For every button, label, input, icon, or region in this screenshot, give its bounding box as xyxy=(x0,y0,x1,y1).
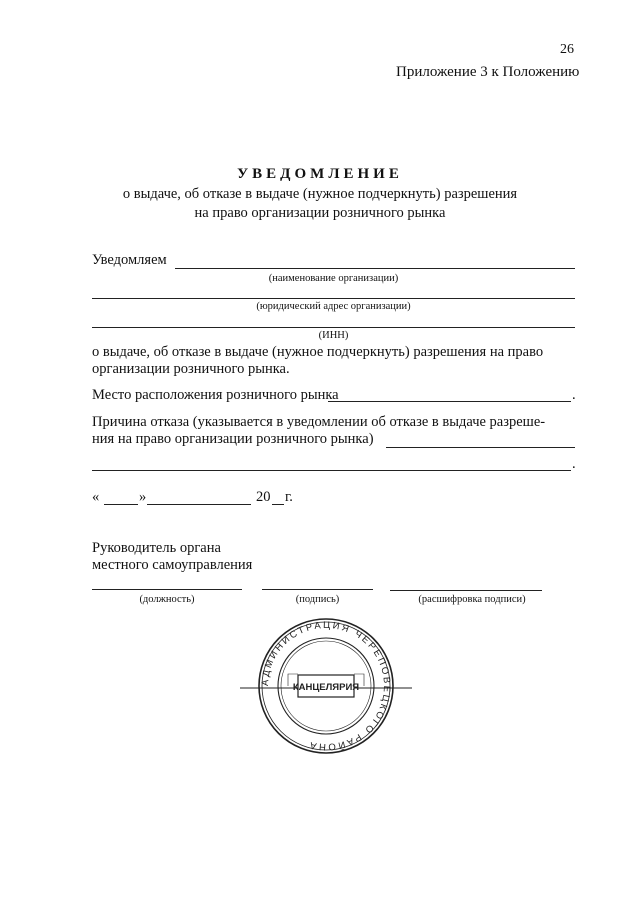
page-number: 26 xyxy=(560,42,574,57)
appendix-label: Приложение 3 к Положению xyxy=(396,64,580,80)
signer-line-2: местного самоуправления xyxy=(92,557,253,573)
date-year: 20 xyxy=(256,489,271,505)
date-close-quote: » xyxy=(139,489,147,505)
position-line xyxy=(92,589,242,590)
signer-line-1: Руководитель органа xyxy=(92,540,221,556)
official-stamp xyxy=(238,616,414,756)
reason-line-2: ния на право организации розничного рынка) xyxy=(92,431,374,447)
org-name-line xyxy=(175,268,575,269)
stamp-outer-text: АДМИНИСТРАЦИЯ ЧЕРЕПОВЕЦКОГО РАЙОНА xyxy=(259,619,393,753)
date-year-line xyxy=(272,504,284,505)
inn-caption: (ИНН) xyxy=(318,330,349,341)
org-name-caption: (наименование организации) xyxy=(268,273,399,284)
document-title: УВЕДОМЛЕНИЕ xyxy=(237,166,403,182)
subtitle-line-1: о выдаче, об отказе в выдаче (нужное подчеркнуть) разрешения xyxy=(122,186,518,202)
decoding-line xyxy=(390,590,542,591)
decoding-caption: (расшифровка подписи) xyxy=(418,594,526,605)
body-line-2: организации розничного рынка. xyxy=(92,361,290,377)
location-line xyxy=(328,401,571,402)
date-month-line xyxy=(147,504,251,505)
reason-line-1: Причина отказа (указывается в уведомлении об отказе в выдаче разреше- xyxy=(92,414,546,430)
notify-label: Уведомляем xyxy=(92,252,167,268)
signature-caption: (подпись) xyxy=(295,594,340,605)
date-day-line xyxy=(104,504,138,505)
date-year-suffix: г. xyxy=(285,489,293,505)
position-caption: (должность) xyxy=(139,594,195,605)
body-line-1: о выдаче, об отказе в выдаче (нужное подчеркнуть) разрешения на право xyxy=(92,344,544,360)
legal-address-line xyxy=(92,298,575,299)
inn-line xyxy=(92,327,575,328)
reason-extra-line xyxy=(92,470,571,471)
legal-address-caption: (юридический адрес организации) xyxy=(256,301,411,312)
subtitle-line-2: на право организации розничного рынка xyxy=(194,205,446,221)
signature-line xyxy=(262,589,373,590)
location-label: Место расположения розничного рынка xyxy=(92,387,339,403)
reason-line xyxy=(386,447,575,448)
stamp-seal-graphic xyxy=(238,616,414,756)
date-open-quote: « xyxy=(92,489,100,505)
stamp-center-text: КАНЦЕЛЯРИЯ xyxy=(292,682,360,693)
